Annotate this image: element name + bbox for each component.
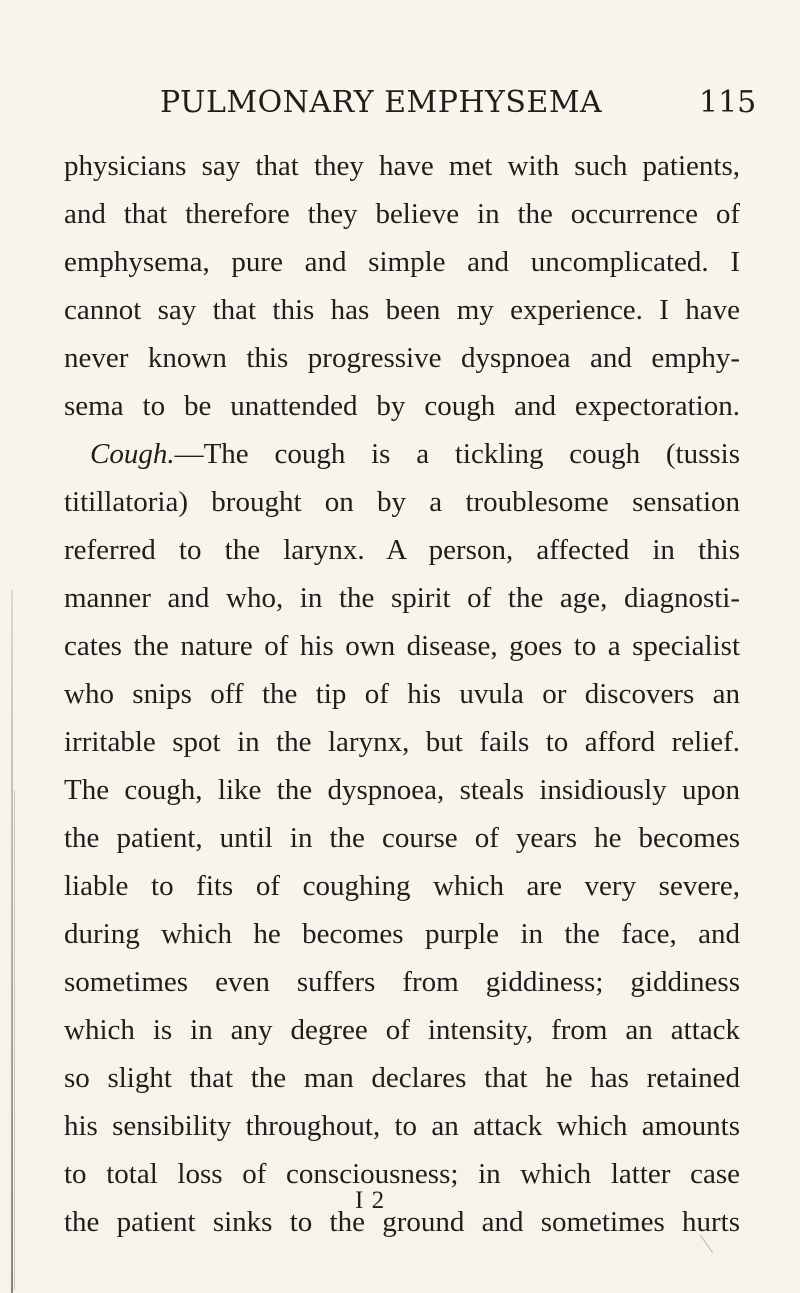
body-line: never known this progressive dyspnoea and emphy- [64,342,740,374]
body-line: liable to fits of coughing which are very severe, [64,870,740,902]
body-line: irritable spot in the larynx, but fails to afford relief. [64,726,740,758]
body-line: cannot say that this has been my experience. I have [64,294,740,326]
page-title: PULMONARY EMPHYSEMA [160,85,603,120]
running-head [0,84,800,134]
section-line [64,430,740,478]
section-line-text: —The cough is a tickling cough (tussis [174,438,740,470]
section-heading: Cough. [90,438,175,470]
body-line: which is in any degree of intensity, from an attack [64,1014,740,1046]
body-line: during which he becomes purple in the face, and [64,918,740,950]
page-number: 115 [699,85,757,120]
signature-mark: I 2 [355,1187,386,1214]
body-line: emphysema, pure and simple and uncomplicated. I [64,246,740,278]
body-line: sema to be unattended by cough and expectoration. [64,390,740,422]
body-line: his sensibility throughout, to an attack which amounts [64,1110,740,1142]
body-line: cates the nature of his own disease, goes to a specialist [64,630,740,662]
scan-edge-shadow [11,590,13,1293]
body-line: the patient, until in the course of years he becomes [64,822,740,854]
body-line: the patient sinks to the ground and sometimes hurts [64,1206,740,1238]
body-line: referred to the larynx. A person, affected in this [64,534,740,566]
body-line: to total loss of consciousness; in which latter case [64,1158,740,1190]
body-line: physicians say that they have met with such patients, [64,150,740,182]
body-line: who snips off the tip of his uvula or discovers an [64,678,740,710]
body-line: and that therefore they believe in the occurrence of [64,198,740,230]
body-line: titillatoria) brought on by a troublesome sensation [64,486,740,518]
body-line: sometimes even suffers from giddiness; giddiness [64,966,740,998]
body-line: The cough, like the dyspnoea, steals insidiously upon [64,774,740,806]
scan-edge-line [14,790,15,1290]
body-line: so slight that the man declares that he has retained [64,1062,740,1094]
body-line: manner and who, in the spirit of the age, diagnosti- [64,582,740,614]
